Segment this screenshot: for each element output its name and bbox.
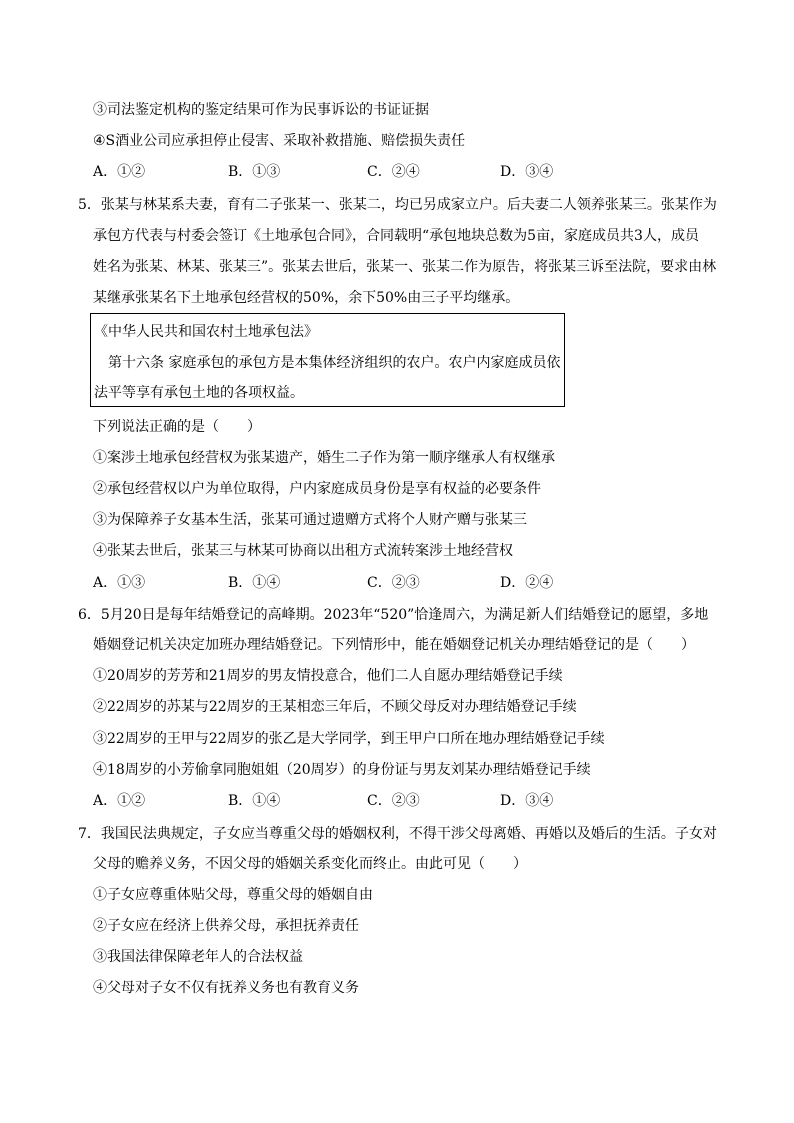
q5-option-c: C．②③ — [367, 575, 420, 591]
q7-item-1: ①子女应尊重体贴父母，尊重父母的婚姻自由 — [93, 887, 373, 903]
q6-item-2: ②22周岁的苏某与22周岁的王某相恋三年后，不顾父母反对办理结婚登记手续 — [93, 699, 577, 715]
q6-option-a: A．①② — [93, 793, 146, 809]
law-excerpt-line-2: 法平等享有承包土地的各项权益。 — [94, 385, 304, 401]
law-excerpt-line-1: 第十六条 家庭承包的承包方是本集体经济组织的农户。农户内家庭成员依 — [94, 355, 561, 371]
q5-option-a: A．①③ — [93, 575, 146, 591]
q6-stem-line-2: 婚姻登记机关决定加班办理结婚登记。下列情形中，能在婚姻登记机关办理结婚登记的是（ ） — [93, 637, 695, 653]
q5-prompt: 下列说法正确的是（ ） — [93, 419, 261, 435]
q4-item-4: ④S酒业公司应承担停止侵害、采取补救措施、赔偿损失责任 — [93, 133, 466, 149]
q6-option-b: B．①④ — [228, 793, 281, 809]
law-excerpt-box — [90, 313, 565, 407]
q5-stem-line-3: 姓名为张某、林某、张某三”。张某去世后，张某一、张某二作为原告，将张某三诉至法院，要求由林 — [93, 259, 717, 275]
q5-item-4: ④张某去世后，张某三与林某可协商以出租方式流转案涉土地经营权 — [93, 543, 513, 559]
q6-option-d: D．③④ — [500, 793, 554, 809]
q4-option-c: C．②④ — [367, 164, 420, 180]
q5-item-2: ②承包经营权以户为单位取得，户内家庭成员身份是享有权益的必要条件 — [93, 481, 541, 497]
q7-item-3: ③我国法律保障老年人的合法权益 — [93, 949, 303, 965]
q7-item-4: ④父母对子女不仅有抚养义务也有教育义务 — [93, 980, 359, 996]
q5-stem-line-2: 承包方代表与村委会签订《土地承包合同》，合同载明“承包地块总数为5亩，家庭成员共3人，成员 — [93, 228, 699, 244]
q4-option-a: A．①② — [93, 164, 146, 180]
q6-item-4: ④18周岁的小芳偷拿同胞姐姐（20周岁）的身份证与男友刘某办理结婚登记手续 — [93, 762, 591, 778]
q5-item-3: ③为保障养子女基本生活，张某可通过遗赠方式将个人财产赠与张某三 — [93, 512, 527, 528]
q4-option-b: B．①③ — [228, 164, 281, 180]
q7-item-2: ②子女应在经济上供养父母，承担抚养责任 — [93, 918, 359, 934]
q6-item-1: ①20周岁的芳芳和21周岁的男友情投意合，他们二人自愿办理结婚登记手续 — [93, 668, 563, 684]
q5-stem-line-1: 5．张某与林某系夫妻，育有二子张某一、张某二，均已另成家立户。后夫妻二人领养张某三。张某作为 — [78, 197, 717, 213]
q6-item-3: ③22周岁的王甲与22周岁的张乙是大学同学，到王甲户口所在地办理结婚登记手续 — [93, 731, 605, 747]
q5-option-d: D．②④ — [500, 575, 554, 591]
q6-stem-line-1: 6．5月20日是每年结婚登记的高峰期。2023年“520”恰逢周六，为满足新人们结婚登记的愿望，多地 — [78, 607, 709, 623]
q5-item-1: ①案涉土地承包经营权为张某遗产，婚生二子作为第一顺序继承人有权继承 — [93, 450, 555, 466]
law-excerpt-title: 《中华人民共和国农村土地承包法》 — [94, 324, 318, 340]
q5-option-b: B．①④ — [228, 575, 281, 591]
q5-stem-line-4: 某继承张某名下土地承包经营权的50%，余下50%由三子平均继承。 — [93, 290, 520, 306]
q4-item-3: ③司法鉴定机构的鉴定结果可作为民事诉讼的书证证据 — [93, 102, 429, 118]
q7-stem-line-1: 7．我国民法典规定，子女应当尊重父母的婚姻权利，不得干涉父母离婚、再婚以及婚后的生活。子女对 — [78, 826, 717, 842]
q7-stem-line-2: 父母的赡养义务，不因父母的婚姻关系变化而终止。由此可见（ ） — [93, 856, 527, 872]
q6-option-c: C．②③ — [367, 793, 420, 809]
q4-option-d: D．③④ — [500, 164, 554, 180]
